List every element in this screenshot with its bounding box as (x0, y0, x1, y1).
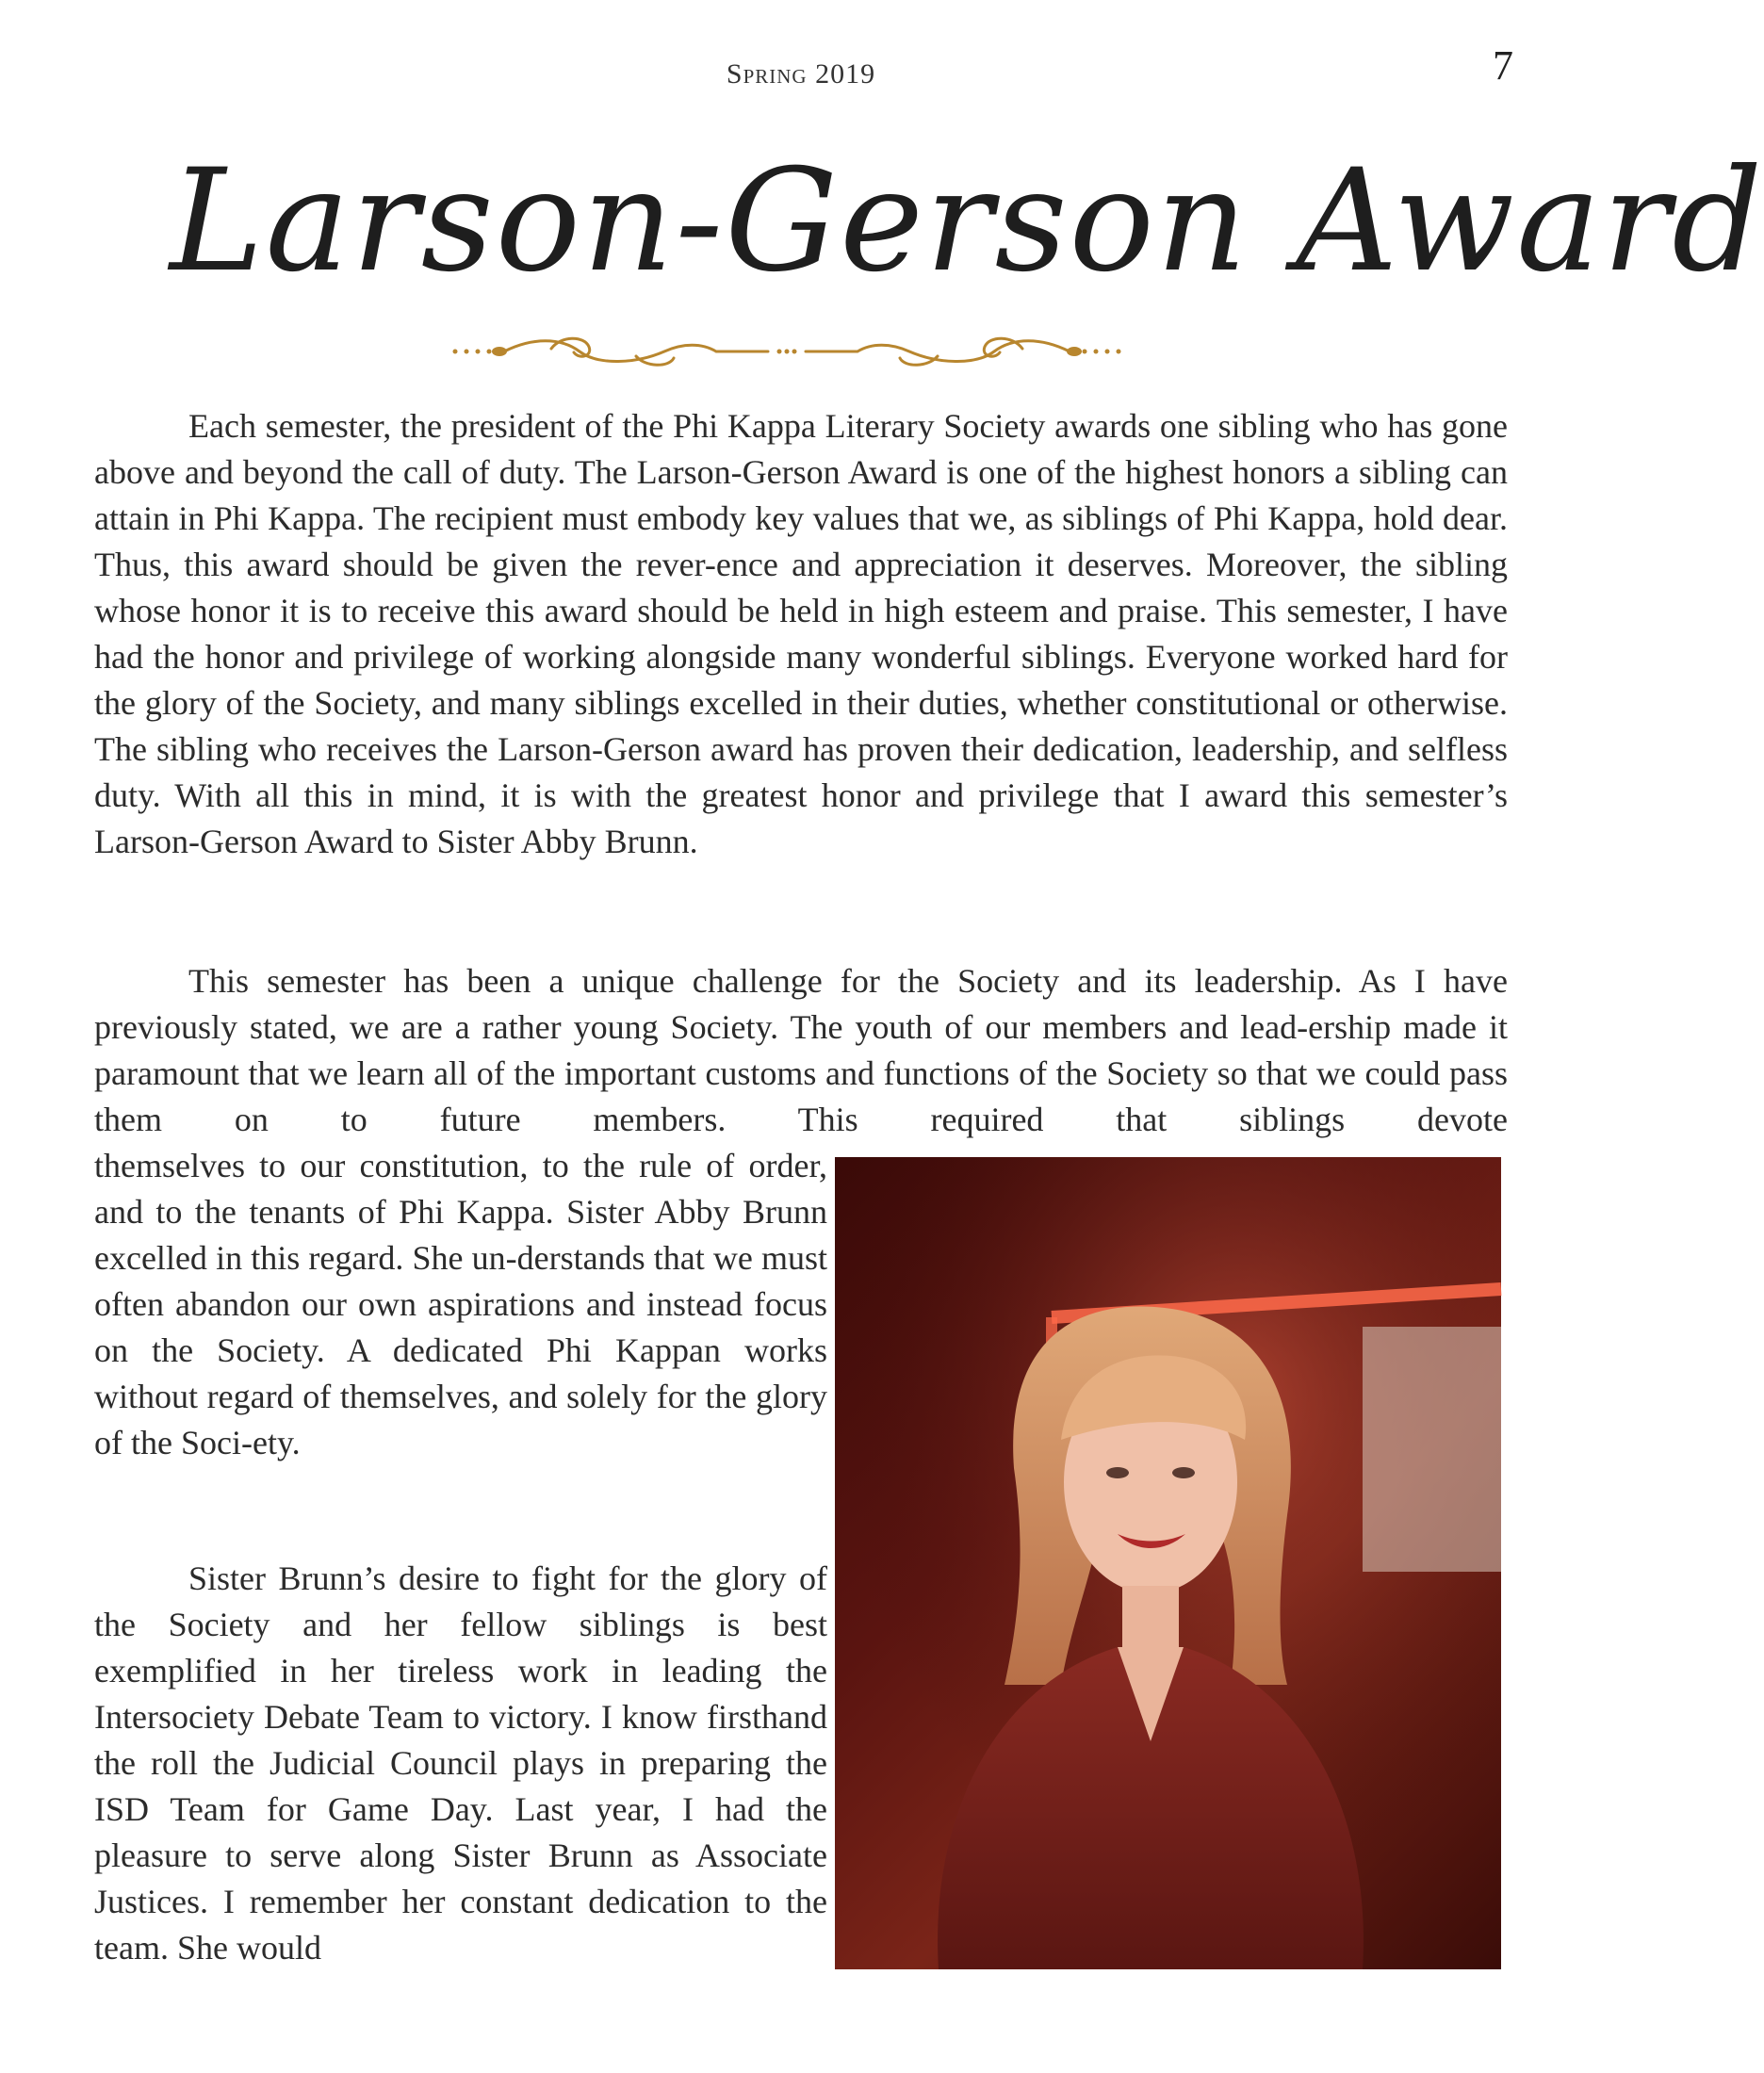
paragraph-2-continued (94, 1143, 827, 1466)
page-number: 7 (1493, 42, 1513, 89)
article-title: Larson-Gerson Award (170, 139, 1764, 303)
paragraph-2-text: This semester has been a unique challenge for the Society and its leadership. As I have previously stated, we are a rather young Society. The youth of our members and lead-ership made it paramount that we learn all of the important customs and functions of the Society so that we could pass them on to future members. This required that siblings devote (94, 962, 1508, 1138)
paragraph-1 (94, 403, 1508, 865)
portrait-photo-icon (835, 1157, 1501, 1969)
flourish-divider-icon (448, 328, 1126, 375)
running-head: Spring 2019 (726, 58, 876, 90)
paragraph-3 (94, 1556, 827, 1971)
paragraph-2 (94, 958, 1508, 1143)
paragraph-3-text: Sister Brunn’s desire to fight for the glory of the Society and her fellow siblings is best exemplified in her tireless work in leading the Intersociety Debate Team to victory. I know firsthand the roll the Judicial Council plays in preparing the ISD Team for Game Day. Last year, I had the pleasure to serve along Sister Brunn as Associate Justices. I remember her constant dedication to the team. She would (94, 1559, 827, 1967)
paragraph-1-text: Each semester, the president of the Phi Kappa Literary Society awards one sibling who has gone above and beyond the call of duty. The Larson-Gerson Award is one of the highest honors a sibling can attain in Phi Kappa. The recipient must embody key values that we, as siblings of Phi Kappa, hold dear. Thus, this award should be given the rever-ence and appreciation it deserves. Moreover, the sibling whose honor it is to receive this award should be held in high esteem and praise. This semester, I have had the honor and privilege of working alongside many wonderful siblings. Everyone worked hard for the glory of the Society, and many siblings excelled in their duties, whether constitutional or otherwise. The sibling who receives the Larson-Gerson award has proven their dedication, leadership, and selfless duty. With all this in mind, it is with the greatest honor and privilege that I award this semester’s Larson-Gerson Award to Sister Abby Brunn. (94, 407, 1508, 860)
paragraph-2-column-text: themselves to our constitution, to the rule of order, and to the tenants of Phi Kappa. Sister Abby Brunn excelled in this regard. She un-derstands that we must often abandon our own aspirations and instead focus on the Society. A dedicated Phi Kappan works without regard of themselves, and solely for the glory of the Soci-ety. (94, 1147, 827, 1461)
